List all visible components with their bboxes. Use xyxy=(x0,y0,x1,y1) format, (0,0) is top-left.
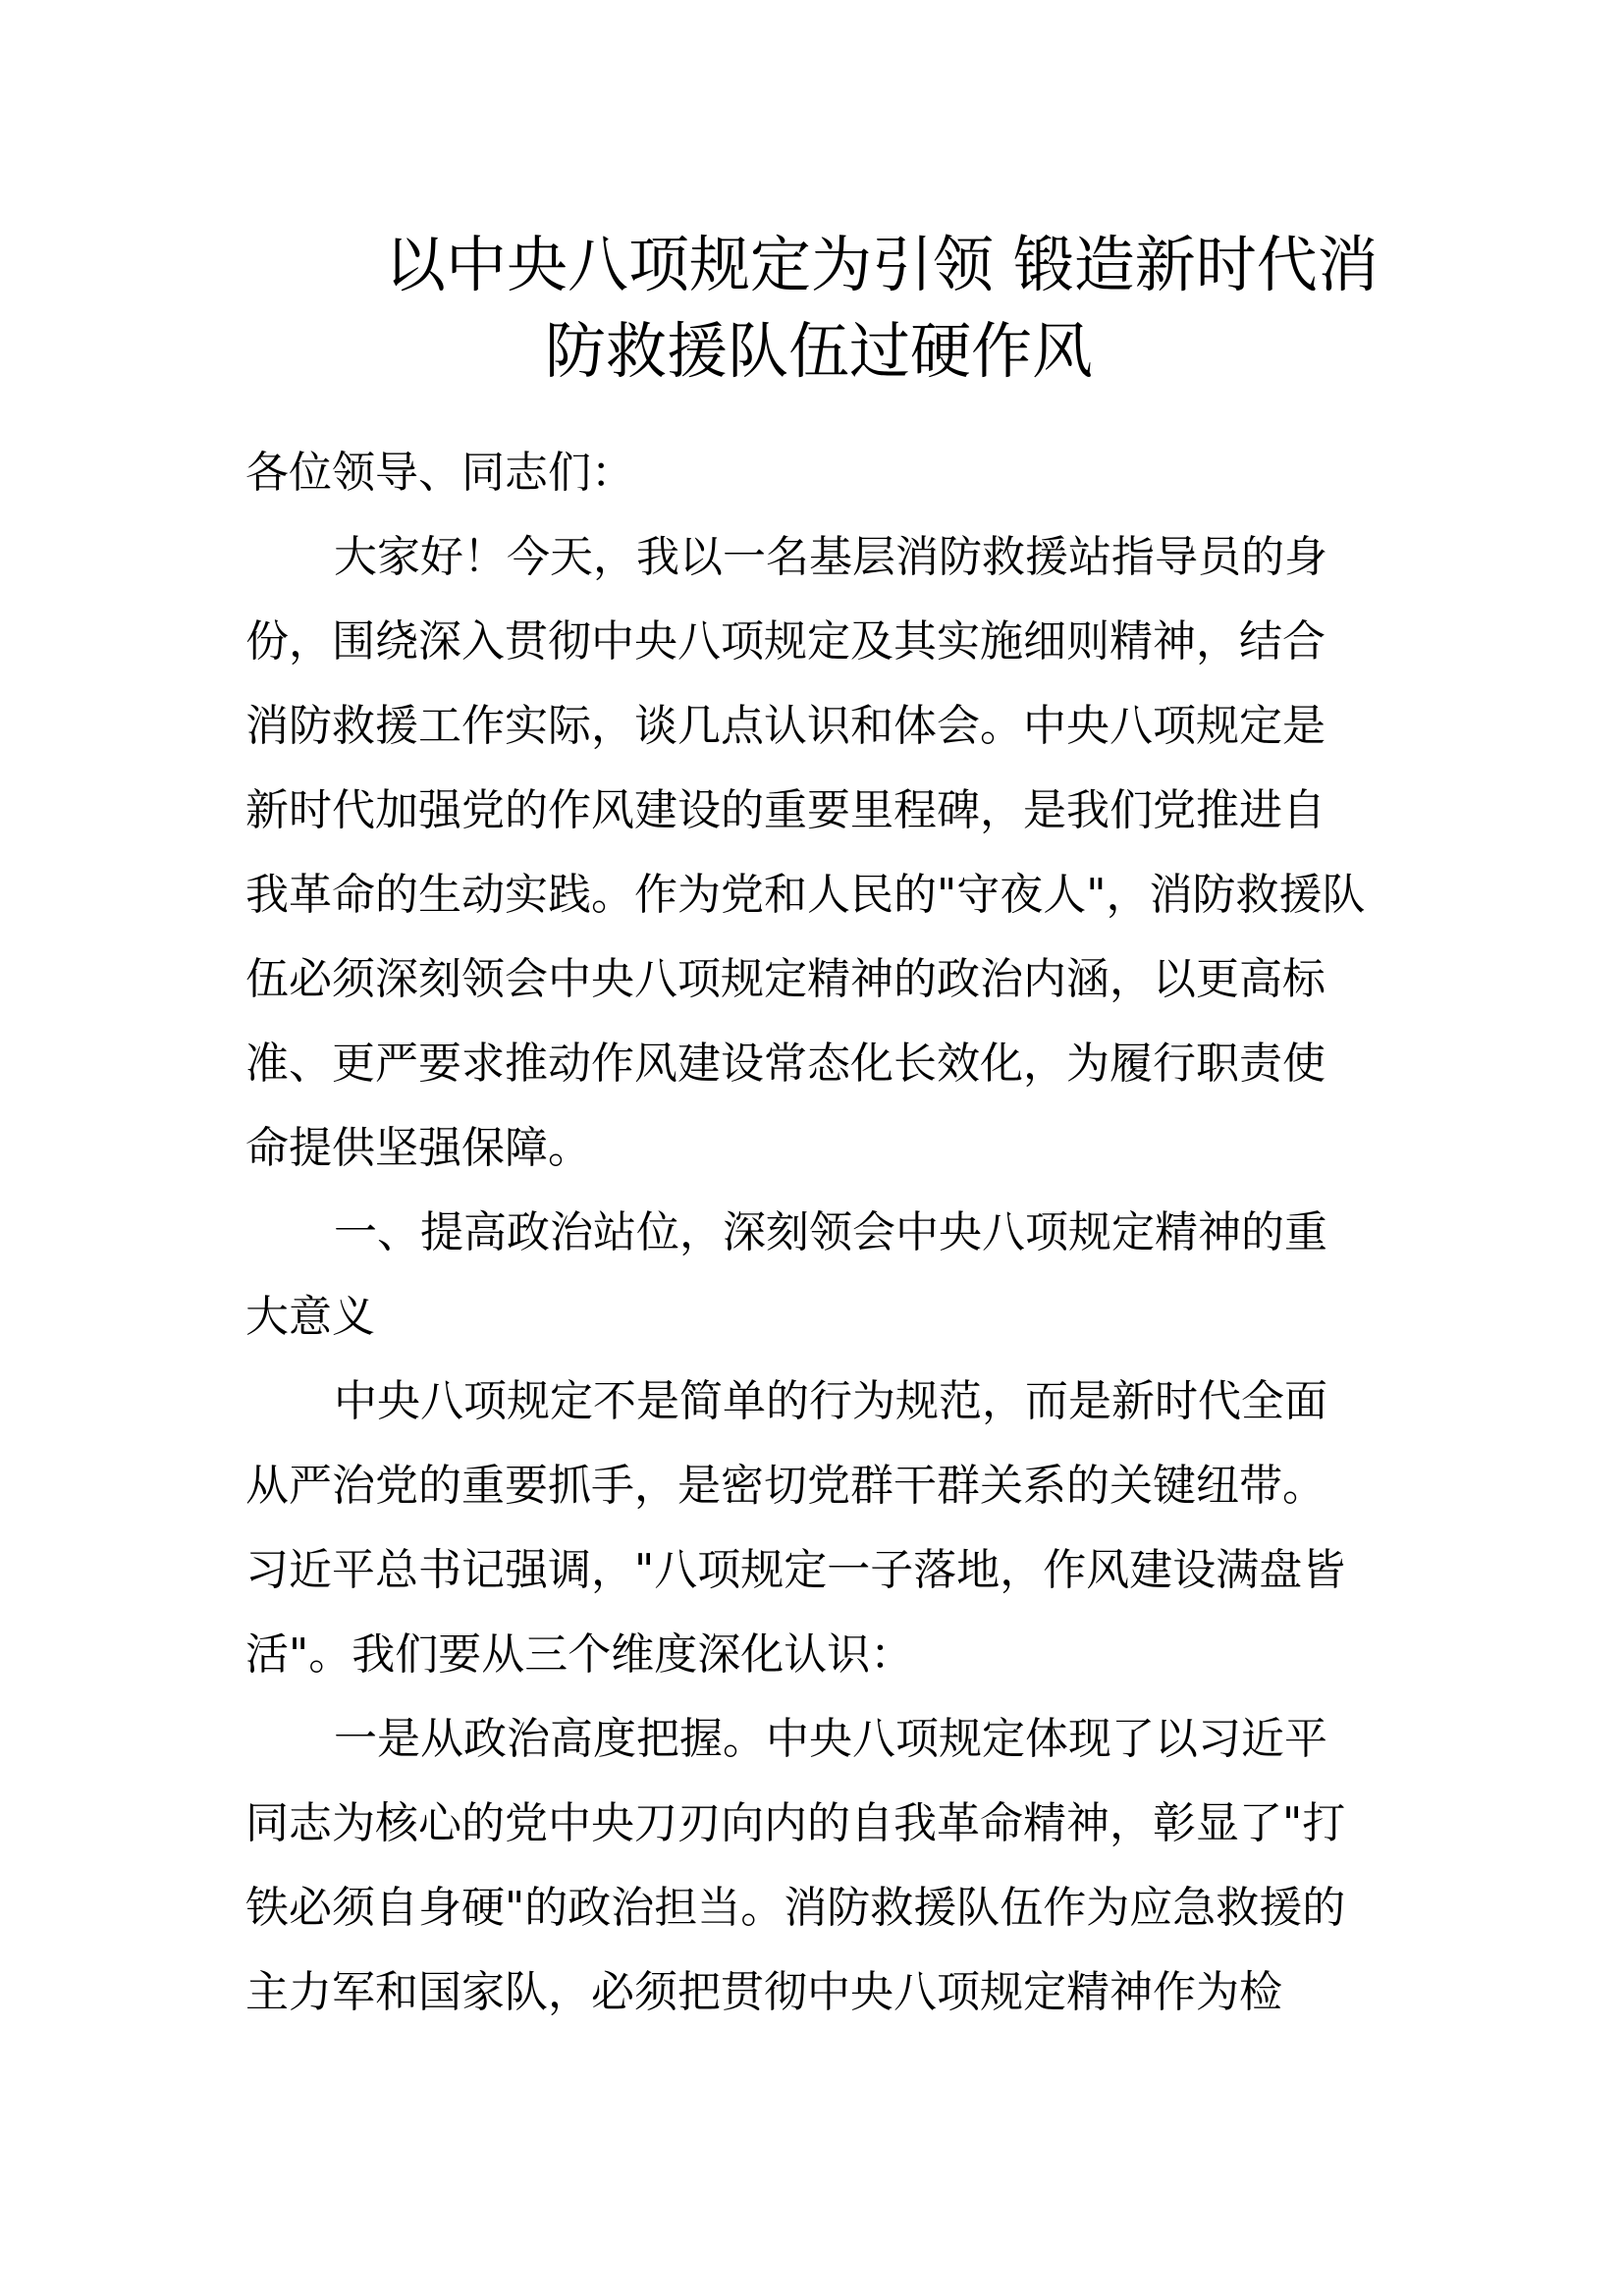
paragraph-line: 习近平总书记强调，"八项规定一子落地，作风建设满盘皆 xyxy=(245,1545,1346,1595)
paragraph-line: 同志为核心的党中央刀刃向内的自我革命精神，彰显了"打 xyxy=(245,1798,1346,1848)
section-heading-line: 一、提高政治站位，深刻领会中央八项规定精神的重 xyxy=(334,1207,1327,1257)
paragraph-line: 一是从政治高度把握。中央八项规定体现了以习近平 xyxy=(334,1714,1327,1764)
paragraph-line: 伍必须深刻领会中央八项规定精神的政治内涵，以更高标 xyxy=(245,954,1325,1004)
document-title-line-2: 防救援队伍过硬作风 xyxy=(545,315,1094,387)
paragraph-line: 主力军和国家队，必须把贯彻中央八项规定精神作为检 xyxy=(245,1967,1282,2017)
paragraph-line: 铁必须自身硬"的政治担当。消防救援队伍作为应急救援的 xyxy=(245,1883,1346,1933)
paragraph-line: 活"。我们要从三个维度深化认识： xyxy=(245,1629,914,1680)
paragraph-line: 消防救援工作实际，谈几点认识和体会。中央八项规定是 xyxy=(245,701,1325,751)
paragraph-line: 准、更严要求推动作风建设常态化长效化，为履行职责使 xyxy=(245,1039,1325,1089)
paragraph-line: 中央八项规定不是简单的行为规范，而是新时代全面 xyxy=(334,1376,1327,1426)
section-heading-line: 大意义 xyxy=(245,1292,375,1342)
document-title-line-1: 以中央八项规定为引领 锻造新时代消 xyxy=(385,229,1379,300)
paragraph-line: 我革命的生动实践。作为党和人民的"守夜人"，消防救援队 xyxy=(245,870,1366,920)
paragraph-line: 命提供坚强保障。 xyxy=(245,1123,591,1173)
salutation: 各位领导、同志们： xyxy=(245,448,634,498)
paragraph-line: 份，围绕深入贯彻中央八项规定及其实施细则精神，结合 xyxy=(245,616,1325,667)
paragraph-line: 从严治党的重要抓手，是密切党群干群关系的关键纽带。 xyxy=(245,1461,1325,1511)
paragraph-line: 大家好！今天，我以一名基层消防救援站指导员的身 xyxy=(334,532,1327,582)
paragraph-line: 新时代加强党的作风建设的重要里程碑，是我们党推进自 xyxy=(245,785,1325,835)
